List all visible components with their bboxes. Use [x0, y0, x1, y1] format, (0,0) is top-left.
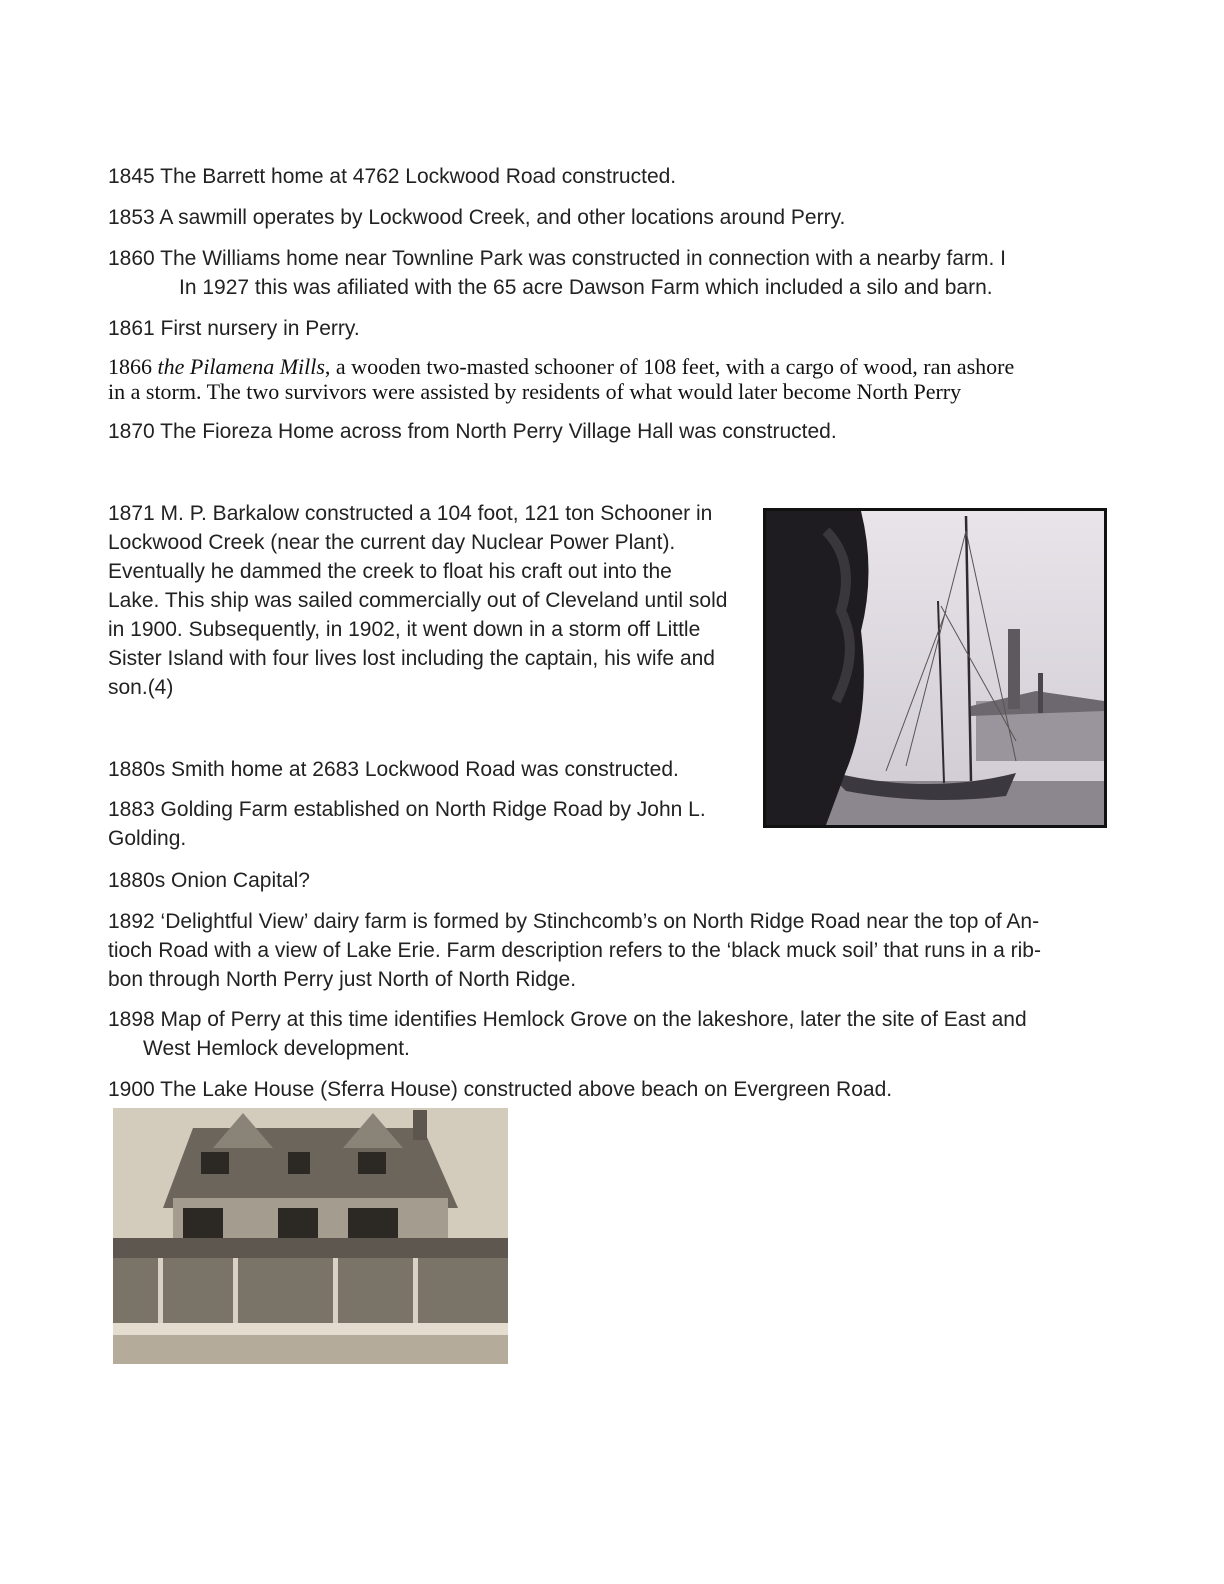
- lake-house-photo: [113, 1108, 508, 1364]
- entry-1898-line1: 1898 Map of Perry at this time identifies Hemlock Grove on the lakeshore, later the site of East and: [108, 1008, 1027, 1031]
- entry-1871-line: Eventually he dammed the creek to float his craft out into the: [108, 560, 672, 583]
- entry-1866-text: , a wooden two-masted schooner of 108 feet, with a cargo of wood, ran ashore: [324, 354, 1015, 379]
- entry-1861: 1861 First nursery in Perry.: [108, 317, 360, 340]
- entry-1871-line: Sister Island with four lives lost including the captain, his wife and: [108, 647, 715, 670]
- entry-1871-line: Lockwood Creek (near the current day Nuclear Power Plant).: [108, 531, 676, 554]
- lake-house-photo-image: [113, 1108, 508, 1364]
- entry-1871-line: in 1900. Subsequently, in 1902, it went down in a storm off Little: [108, 618, 701, 641]
- entry-1871: [108, 499, 727, 702]
- entry-1871-line: Lake. This ship was sailed commercially out of Cleveland until sold: [108, 589, 728, 612]
- entry-1870: 1870 The Fioreza Home across from North Perry Village Hall was constructed.: [108, 420, 837, 443]
- entry-1892-line: tioch Road with a view of Lake Erie. Farm description refers to the ‘black muck soil’ that runs in a rib-: [108, 939, 1041, 962]
- entry-1866-line2: in a storm. The two survivors were assisted by residents of what would later become North Perry: [108, 379, 962, 404]
- entry-1871-line: 1871 M. P. Barkalow constructed a 104 foot, 121 ton Schooner in: [108, 502, 713, 525]
- entry-1880s-onion: 1880s Onion Capital?: [108, 869, 310, 892]
- schooner-photo: [763, 508, 1107, 828]
- entry-1860: [108, 244, 1006, 302]
- entry-1900: 1900 The Lake House (Sferra House) constructed above beach on Evergreen Road.: [108, 1078, 893, 1101]
- entry-1898-line2: West Hemlock development.: [143, 1037, 410, 1060]
- entry-1866: [108, 354, 1014, 404]
- entry-1898: [108, 1005, 1027, 1063]
- entry-1892-line: bon through North Perry just North of North Ridge.: [108, 968, 577, 991]
- entry-1883-line1: 1883 Golding Farm established on North Ridge Road by John L.: [108, 798, 706, 821]
- schooner-photo-image: [766, 511, 1104, 825]
- entry-1860-line2: In 1927 this was afiliated with the 65 acre Dawson Farm which included a silo and barn.: [179, 276, 993, 299]
- entry-1866-year: 1866: [108, 354, 158, 379]
- entry-1883-line2: Golding.: [108, 827, 187, 850]
- entry-1871-line: son.(4): [108, 676, 174, 699]
- entry-1880s-smith: 1880s Smith home at 2683 Lockwood Road was constructed.: [108, 758, 679, 781]
- entry-1866-ship-name: the Pilamena Mills: [157, 354, 325, 379]
- entry-1892: [108, 907, 1041, 994]
- entry-1883: [108, 795, 706, 853]
- entry-1853: 1853 A sawmill operates by Lockwood Creek, and other locations around Perry.: [108, 206, 846, 229]
- entry-1892-line: 1892 ‘Delightful View’ dairy farm is formed by Stinchcomb’s on North Ridge Road near the top of An-: [108, 910, 1040, 933]
- entry-1845: 1845 The Barrett home at 4762 Lockwood Road constructed.: [108, 165, 677, 188]
- entry-1860-line1: 1860 The Williams home near Townline Park was constructed in connection with a nearby farm. I: [108, 247, 1006, 270]
